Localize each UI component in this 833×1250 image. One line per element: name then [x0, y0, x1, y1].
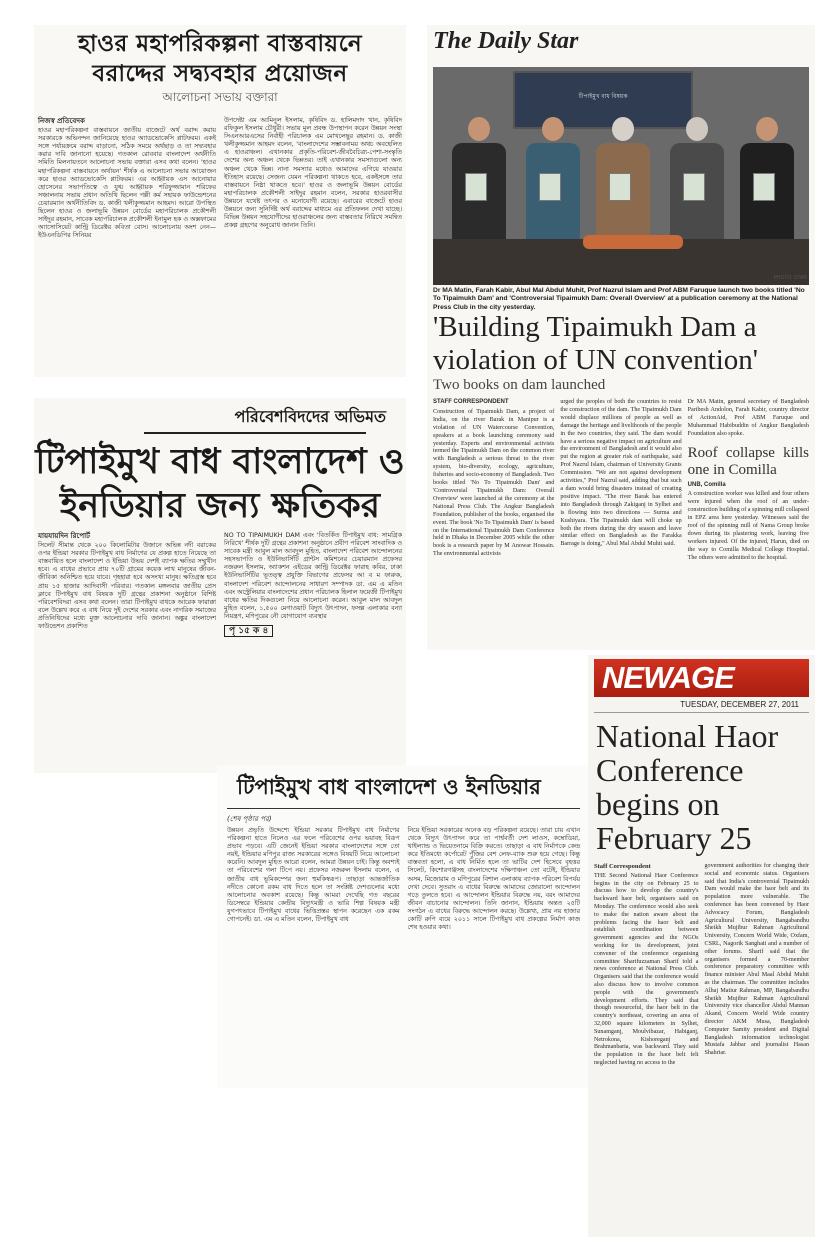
flower-arrangement	[583, 235, 683, 249]
new-age-body-1: THE Second National Haor Conference begins in the city on February 25 to discuss how to develop the country's backward haor belt, organisers said on Monday. The conference would also seek to make the nation aware about the problems facing the haor belt and establish coordination between government agencies and the NGOs working for its development, joint convener of the conference organising committee Sharifuzzaman Sharif told a news conference at National Press Club. Organisers said that the conference would also discuss how to involve common people with the government's development efforts. They said that though resourceful, the haor belt in the country's northeast, covering an area of 32,000 square kilometers in Sylhet, Sunamganj, Moulvibazar, Habiganj, Netrokona, Kishoreganj and Brahmanbaria, was backward. They said the population in the haor belt felt neglected having no access to the	[594, 872, 699, 1066]
tipaimukh-headline-line1: টিপাইমুখ বাধ বাংলাদেশ ও	[35, 442, 405, 482]
tipaimukh-body-2: NO TO TIPAIMUKH DAM এবং 'বিতর্কিত টিপাইমুখ বাধ: সামগ্রিক নিরিখে' শীর্ষক দুটি গ্রন্থের প্রকাশনা অনুষ্ঠানে প্রবীণ পরিবেশ সাংবাদিক ও সাবেক মন্ত্রী আবুল মাল আবদুল মুহিত, বাংলাদেশ পরিবেশ আন্দোলনের সহসভাপতি ও ইউনিভার্সিটি গ্রান্টস কমিশনের চেয়ারম্যান প্রফেসর নজরুল ইসলাম, অ্যাকশন এইডের কান্ট্রি ডিরেক্টর ফারাহ কবির, ঢাকা ইউনিভার্সিটির ভূতত্ত্ব প্রযুক্তি বিভাগের প্রফেসর আ ব ম ফারুক, বাংলাদেশ পরিবেশ আন্দোলনের সাধারণ সম্পাদক ডা. এম এ মতিন এবং অস্ট্রেলিয়ার বাংলাদেশের প্রধান পরিচালক হিলাল ফয়েজী টিপাইমুখ বাধের ক্ষতির দিকগুলো নিয়ে আলোচনা করেন। আবুল মাল আবদুল মুহিত বলেন, ১,৫০০ মেগাওয়াট বিদ্যুৎ উৎপাদন, ফসল্ল এলাকার বন্যা নিয়ন্ত্রণ, মণিপুরের নৌ যোগাযোগ ব্যবস্থার	[224, 532, 402, 620]
daily-star-masthead: The Daily Star	[433, 28, 579, 54]
daily-star-body-2: urged the peoples of both the countries to resist the construction of the dam. The Tipaimukh Dam would displace millions of people as well as damage the heritage and livelihoods of the people in the two countries, they said. The dam would have a serious negative impact on agriculture and the environment of Bangladesh and it would also put the region at greater risk of earthquake, said Prof Nazrul Islam, chairman of University Grants Commission. "We are not against development activities," Prof Nazrul said, adding that but such a dam would bring disasters instead of creating positive impact. "The river Barak has entered into Bangladesh through Zakiganj in Sylhet and is flowing into two directions — Surma and Kushiyara. The Tipaimukh dam will choke up both the rivers during the dry season and leave similar effect on Bangladesh as the Farakka Barrage is doing," Abul Mal Abdul Muhit said.	[560, 399, 682, 548]
continuation-column-2	[408, 827, 581, 934]
new-age-column-1	[594, 863, 699, 1070]
photo-caption: Dr MA Matin, Farah Kabir, Abul Mal Abdul Muhit, Prof Nazrul Islam and Prof ABM Faruque launch two books titled 'No To Tipaimukh Dam' and 'Controversial Tipaimukh Dam: Overall Overview' at a publication ceremony at the National Press Club in the city yesterday.	[433, 287, 805, 311]
side-body: A construction worker was killed and four others were injured when the roof of an under-construction building of a spinning mill collapsed in EPZ area here yesterday. Witnesses said the roof of the spinning mill of Nama Group broke down during its plastering work, leaving five workers injured. Of the injured, Harun, died on the way to Comilla Medical College Hospital. The others were admitted to the hospital.	[687, 491, 809, 561]
tipaimukh-column-2	[224, 532, 402, 637]
new-age-headline: National Haor Conference begins on February 25	[596, 718, 779, 856]
side-headline: Roof collapse kills one in Comilla	[687, 444, 809, 478]
daily-star-headline: 'Building Tipaimukh Dam a violation of UN convention'	[433, 311, 758, 376]
new-age-byline: Staff Correspondent	[594, 863, 651, 870]
haor-subheadline: আলোচনা সভায় বক্তারা	[162, 90, 278, 104]
haor-body-1: হাওর মহাপরিকল্পনা বাস্তবায়নে জাতীয় বাজেটে অর্থ বরাদ্দ করায় সরকারকে অভিনন্দন জানিয়েছে হাওর অ্যাডভোকেসি প্লাটফরম। একই সঙ্গে পর্যায়ক্রমে বরাদ্দ বাড়ানো, সঠিক সময়ে অর্থছাড় ও তা সদ্ব্যবহার করার দাবি জানানো হয়েছে। গতকাল রোববার বাংলাদেশ অর্থনীতি সমিতি মিলনায়তনে আলোচনা সভায় বক্তারা এসব কথা বলেন। 'হাওর মহাপরিকল্পনা বাস্তবায়নে অর্থায়ন' শীর্ষক এ আলোচনা সভার আয়োজন করে হাওর অ্যাডভোকেসি প্লাটফরম। এর আহ্বায়ক এস আনোয়ার হোসেনের সভাপতিত্বে ও যুগ্ম আহ্বায়ক শরিফুজ্জামান শরিফের সঞ্চালনায় সভায় প্রধান অতিথি ছিলেন পল্লী কর্ম সহায়ক ফাউন্ডেশনের চেয়ারম্যান অর্থনীতিবিদ ড. কাজী খলীকুজ্জমান আহমদ। আরো উপস্থিত ছিলেন হাওর ও জলাভূমি উন্নয়ন বোর্ডের মহাপরিচালক প্রকৌশলী সাইদুর রহমান, সাবেক মহাপরিচালক প্রকৌশলী ইনামুল হক ও অক্সফামের অ্যাসোসিয়েট কান্ট্রি ডিরেক্টর কবিতা বোস। আলোচনায় অংশ নেন— ইউএনডিপির সিনিয়র	[38, 127, 216, 240]
tipaimukh-continuation-clipping	[217, 765, 590, 1088]
haor-article-clipping	[34, 25, 406, 377]
haor-column-2	[224, 117, 402, 242]
continuation-body-2: নিয়ে ইন্ডিয়া সরকারের অনেক বড় পরিকল্পনা রয়েছে। তারা চায় এখান থেকে বিদ্যুৎ উৎপাদন করে তা পার্শ্ববর্তী দেশ লাওস, কম্বোডিয়া, থাইল্যান্ড ও ভিয়েতনামে বিক্রি করতে। তাছাড়া এ বাধ নির্মাণকে কেন্দ্র করে ইতিমধ্যে কর্পোরেট পুঁজির বেশ লেফ-ব্যাক শুরু হয়ে গেছে। কিন্তু বাস্তবতা হলো, এ বাধ নির্মিত হলে তা ভাটির দেশ হিসেবে বৃহত্তর সিলেট, কিশোরগঞ্জসহ বাংলাদেশের দক্ষিণাঞ্চল তো বটেই, ইন্ডিয়ার অসম, মিজোরাম ও মণিপুরের বিশাল এলাকায় ব্যাপক পরিবেশ বিপর্যয় দেখা দেবে। সুতরাং এ বাধের বিরুদ্ধে আমাদের জোরালো আন্দোলন গড়ে তুলতে হবে। এ আন্দোলন ইন্ডিয়ার বিরুদ্ধে নয়, বরং আমাদের জীবন বাচানোর আন্দোলন। তিনি জানান, ইন্ডিয়ায় অন্তত ২৫টি সংগঠন এ বাধের বিরুদ্ধে আন্দোলন করছে। উল্লেখ্য, প্রায় নয় হাজার কোটি রুপি ব্যয়ে ২০১১ সালে টিপাইমুখ বাধ প্রকল্পের নির্মাণ কাজ শেষ হওয়ার কথা।	[407, 827, 580, 932]
daily-star-column-1	[433, 399, 554, 565]
kicker-rule	[144, 432, 366, 434]
tipaimukh-column-1	[38, 532, 216, 637]
book-launch-photo	[433, 67, 809, 285]
daily-star-body-3: Dr MA Matin, general secretary of Bangladesh Paribesh Andolon, Farah Kabir, country director of ActionAid, Prof ABM Faruque and Muhammad Habibuddin of Angkur Bangladesh Foundation also spoke.	[687, 399, 809, 437]
daily-star-body-1: Construction of Tipaimukh Dam, a project of India, on the river Barak in Manipur is a violation of UN Watercourse Convention, speakers at a book launching ceremony said yesterday. Experts and environmental activists termed the Tipaimukh Dam on the common river with Bangladesh a serious threat to the river system, bio-diversity, ecology, agriculture, fisheries and socio-economy of Bangladesh. Two books titled 'No To Tipaimukh Dam' and 'Controversial Tipaimukh Dam: Overall Overview' were launched at the ceremony at the National Press Club. The Angkur Bangladesh Foundation, publisher of the books, organised the event. The book 'No To Tipaimukh Dam' is based on the International Tipaimukh Dam Conference held in Dhaka in December 2005 while the other book is a research paper by M Anowar Hossain. The environmental activists	[433, 408, 555, 558]
side-byline: UNB, Comilla	[687, 481, 726, 488]
new-age-date: TUESDAY, DECEMBER 27, 2011	[594, 697, 809, 713]
continuation-headline: টিপাইমুখ বাধ বাংলাদেশ ও ইনডিয়ার	[227, 765, 580, 809]
photo-credit: PHOTO: STAR	[773, 275, 807, 281]
new-age-body-2: government authorities for changing their social and economic status. Organisers said that India's controversial Tipaimukh Dam would make the haor belt and its population more vulnerable. The conference has been convened by Haor Advocacy Forum, Bangladesh Agricultural University, Bangabandhu Sheikh Mujibur Rahman Agricultural University, Concern World Wide, Oxfam, CSRL, Nagorik Sanghati and a number of other forums. Sharif said that the organisers formed a 70-member conference preparatory committee with finance minister Abul Maal Abdul Muhit as the chairman. The committee includes Alhaj Matiur Rahman, MP, Bangabandhu Sheikh Mujibur Rahman Agricultural University vice chancellor Abdul Mannan Akand, Concern World Wide country director AKM Musa, Bangladesh Computer Samity president and Digital Bangladesh information technologist Mustafa Jabbar and journalist Hasan Shahriar.	[704, 863, 809, 1057]
new-age-clipping	[588, 655, 815, 1237]
new-age-logo: NEWAGE	[594, 659, 809, 697]
tipaimukh-body-1: সিলেট সীমান্ত থেকে ২০০ কিলোমিটার উজানে অভিন্ন নদী বরাকের ওপর ইন্ডিয়া সরকার টিপাইমুখ বাধ নির্মাণের যে প্রকল্প হাতে নিয়েছে তা বাস্তবায়িত হলে বাংলাদেশ ও ইন্ডিয়া উভয় দেশই ব্যাপক ক্ষতির সম্মুখীন হবে। এ বাধের প্রভাবে প্রায় ৭০টি গ্রামের কয়েক লাখ মানুষের জীবন-জীবিকা অনিশ্চিত হয়ে যাবে। গৃহহারা হবে অসংখ্য মানুষ। ক্ষতিগ্রস্ত হবে প্রায় ১৫ হাজার আদিবাসী পরিবার। গতকাল মঙ্গলবার জাতীয় প্রেস ক্লাবে টিপাইমুখ বাধ বিষয়ক দুটি গ্রন্থের প্রকাশনা অনুষ্ঠানে বিশিষ্ট পরিবেশবিদরা এসব কথা বলেন। তারা টিপাইমুখ বাধকে আরেক ফারাক্কা বলে উল্লেখ করে এ বাধ নিয়ে দুই দেশের সরকার এবং নাগরিক সমাজের প্রতিনিধিদের মধ্যে মুক্ত আলোচনার দাবি জানান। অঙ্কুর বাংলাদেশ ফাউন্ডেশন প্রকাশিত	[38, 542, 216, 631]
tipaimukh-byline: যায়যায়দিন রিপোর্ট	[38, 532, 90, 540]
daily-star-byline: STAFF CORRESPONDENT	[433, 399, 509, 405]
haor-headline-line1: হাওর মহাপরিকল্পনা বাস্তবায়নে	[77, 31, 363, 57]
haor-byline: নিজস্ব প্রতিবেদক	[38, 117, 85, 125]
banner-text: টিপাইমুখ বাধ বিষয়ক	[578, 94, 628, 100]
haor-headline-line2: বরাদ্দের সদ্ব্যবহার প্রয়োজন	[92, 61, 348, 87]
haor-body-2: উপদেষ্টা এম আমিনুল ইসলাম, কৃষিবিদ ড. হালিমদাদ খান, কৃষিবিদ রফিকুল ইসলাম চৌধুরী। সভায় মূল প্রবন্ধ উপস্থাপন করেন উন্নয়ন সংস্থা সিএনআরএসের নির্বাহী পরিচালক এম মোখলেছুর রহমান। ড. কাজী খলীকুজ্জমান আহমদ বলেন, 'বাংলাদেশের সম্ভাবনাময় অথচ অবহেলিত এ হাওরাঞ্চল। এখানকার প্রকৃতি-পরিবেশ-জীববৈচিত্র্য-পেশা-সংস্কৃতি দেশের অন্য অঞ্চল থেকে ভিন্নতর। তাই এখানকার সমস্যাগুলো অন্য অঞ্চল থেকে ভিন্ন। নানা সমস্যার মধ্যেও আমাদের এগিয়ে যাওয়ার ইতিহাস রয়েছে। সেজন্য যেমন পরিকল্পনা থাকতে হবে, একইসঙ্গে তার বাস্তবায়নে নিষ্ঠা থাকতে হবে।' হাওর ও জলাভূমি উন্নয়ন বোর্ডের মহাপরিচালক প্রকৌশলী সাইদুর রহমান বলেন, সরকার হাওরবাসীর উন্নয়নে যথেষ্ট তৎপর ও মনোযোগী রয়েছে। এবারের বাজেটে হাওর উন্নয়নে জন্য সুনির্দিষ্ট অর্থ বরাদ্দের মাধ্যমে এর প্রতিফলন দেখা যাচ্ছে। বিভিন্ন উন্নয়ন সহযোগীদের হাওরাঞ্চলের জন্য বাস্তবতার নিরিখে সমন্বিত প্রকল্প গ্রহণের অনুরোধ জানান তিনি।	[224, 117, 402, 230]
daily-star-subhead: Two books on dam launched	[433, 377, 606, 393]
continued-label: (শেষ পৃষ্ঠার পর)	[227, 815, 272, 823]
tipaimukh-kicker: পরিবেশবিদদের অভিমত	[234, 407, 386, 426]
continuation-column-1	[227, 827, 400, 934]
tipaimukh-headline-line2: ইনডিয়ার জন্য ক্ষতিকর	[60, 486, 380, 526]
jump-page-marker: পৃ ১৫ ক ৪	[224, 625, 273, 637]
new-age-column-2	[705, 863, 810, 1070]
daily-star-column-2	[560, 399, 681, 565]
daily-star-clipping	[427, 25, 815, 650]
daily-star-column-3	[688, 399, 809, 565]
continuation-body-1: উন্নয়ন প্রভৃতি উদ্দেশ্যে ইন্ডিয়া সরকার টিপাইমুখ বাধ নির্মাণের পরিকল্পনা হাতে নিলেও এর ফলে পরিবেশের ওপর ভয়াবহ বিরূপ প্রভাব পড়বে। এটি জেনেই ইন্ডিয়া সরকার বাংলাদেশের সঙ্গে তো নয়ই, ইন্ডিয়ার মণিপুর রাজ্য সরকারের সঙ্গেও বিষয়টি নিয়ে আলোচনা করেনি। আবদুল মুহিত আরো বলেন, আমরা উন্নয়ন চাই। কিন্তু অবশ্যই তা পরিবেশের গলা টিপে নয়। প্রফেসর নজরুল ইসলাম বলেন, এ জাতীয় বাধ ভূমিকম্পের জন্য হুমকিস্বরূপ। তাছাড়া আন্তর্জাতিক নদীতে কোনো রকম বাধ দিতে হলে তা সংশ্লিষ্ট দেশগুলোর মধ্যে আলোচনার অবকাশ রয়েছে। কিন্তু আমরা দেখেছি গত বছরের ডিসেম্বরে ইন্ডিয়ার কেন্দ্রীয় বিদ্যুৎমন্ত্রী ও ভারি শিল্প বিষয়ক মন্ত্রী যুগপৎভাবে টিপাইমুখ বাধের ভিত্তিপ্রস্তর স্থাপন করেছেন এক রকম গোপনেই। ডা. এম এ মতিন বলেন, টিপাইমুখ বাধ	[227, 827, 400, 924]
haor-column-1	[38, 117, 216, 242]
tipaimukh-bangla-clipping	[34, 398, 406, 773]
